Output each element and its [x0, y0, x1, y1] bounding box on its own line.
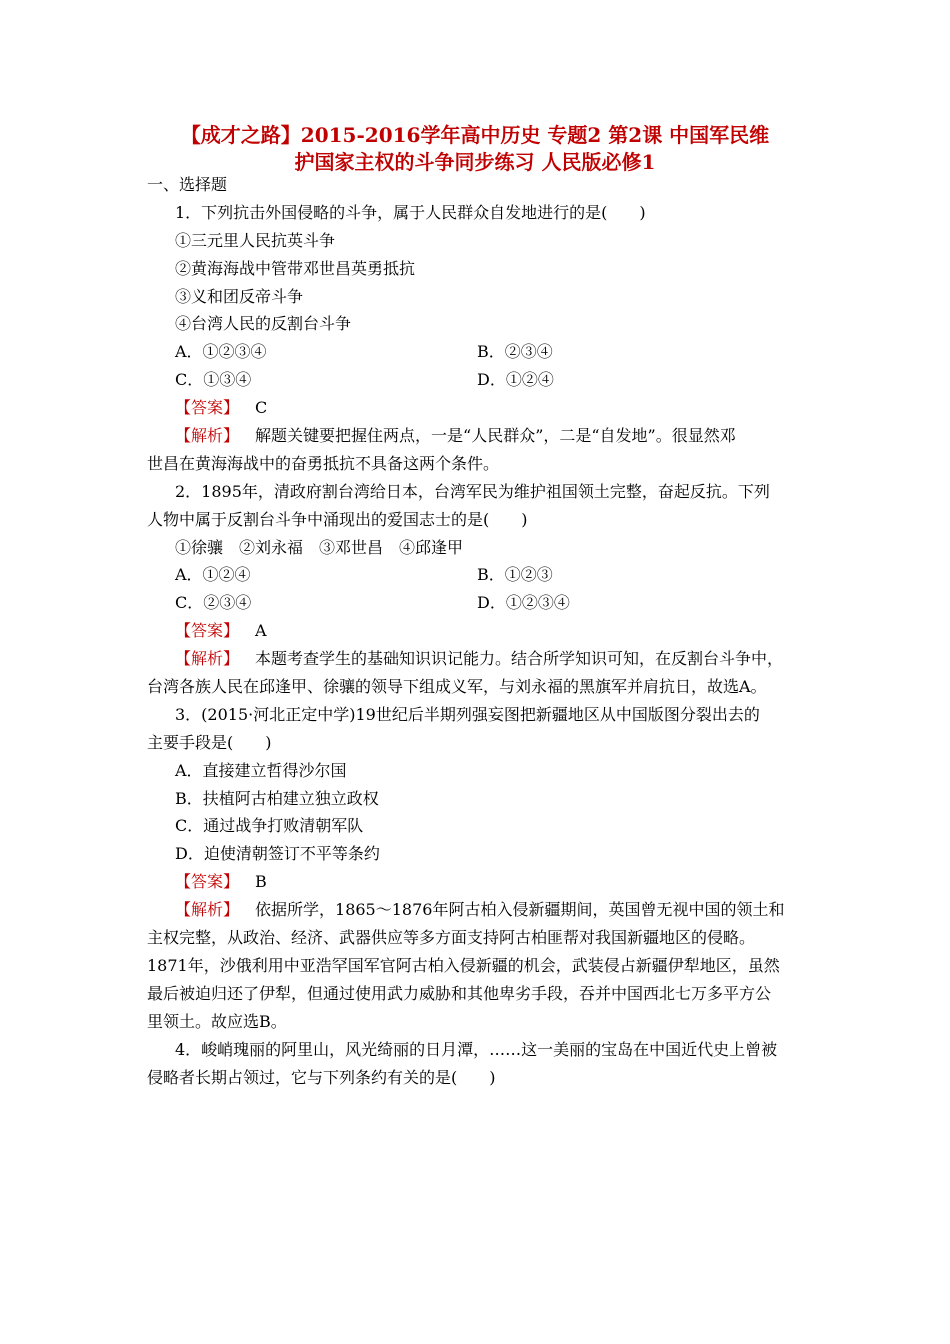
q1-explain-line-2: 世昌在黄海海战中的奋勇抵抗不具备这两个条件。 [147, 453, 500, 473]
q2-options-row-1 [147, 561, 817, 589]
q2-option-b: B．①②③ [477, 565, 553, 585]
q1-item-2: ②黄海海战中管带邓世昌英勇抵抗 [175, 258, 416, 278]
q1-item-3: ③义和团反帝斗争 [175, 286, 304, 306]
q3-explain-line-5: 里领土。故应选B。 [147, 1011, 287, 1031]
q1-stem: 1．下列抗击外国侵略的斗争，属于人民群众自发地进行的是( ) [175, 202, 646, 222]
answer-label: 【答案】 [175, 398, 240, 418]
section-heading: 一、选择题 [147, 175, 228, 194]
q2-answer-value: A [255, 621, 267, 641]
q4-stem-line-2: 侵略者长期占领过，它与下列条约有关的是( ) [147, 1067, 496, 1087]
q1-option-a: A．①②③④ [175, 342, 267, 362]
q2-option-d: D．①②③④ [477, 593, 570, 613]
title-line-2: 护国家主权的斗争同步练习 人民版必修1 [294, 150, 656, 174]
q1-item-4: ④台湾人民的反割台斗争 [175, 314, 352, 334]
explain-label: 【解析】 [175, 426, 240, 446]
q2-answer [147, 617, 817, 645]
q2-options-row-2 [147, 589, 817, 617]
q1-item-1: ①三元里人民抗英斗争 [175, 230, 336, 250]
q3-option-b: B．扶植阿古柏建立独立政权 [175, 788, 379, 808]
q3-explain-line-1 [147, 896, 817, 924]
q3-option-a: A．直接建立哲得沙尔国 [175, 760, 347, 780]
q1-explain-line-1 [147, 422, 817, 450]
q2-stem-line-2: 人物中属于反割台斗争中涌现出的爱国志士的是( ) [147, 509, 528, 529]
document-title [100, 122, 850, 176]
q2-explain-text-1: 本题考查学生的基础知识识记能力。结合所学知识可知，在反割台斗争中， [255, 649, 784, 669]
q2-stem-line-1: 2．1895年，清政府割台湾给日本，台湾军民为维护祖国领土完整，奋起反抗。下列 [175, 481, 770, 501]
q2-explain-line-1 [147, 645, 817, 673]
q1-option-d: D．①②④ [477, 370, 554, 390]
q3-explain-line-2: 主权完整，从政治、经济、武器供应等多方面支持阿古柏匪帮对我国新疆地区的侵略。 [147, 928, 756, 948]
q3-answer-value: B [255, 872, 267, 892]
q1-explain-text-1: 解题关键要把握住两点，一是“人民群众”，二是“自发地”。很显然邓 [255, 426, 736, 446]
q3-answer [147, 868, 817, 896]
q3-stem-line-1: 3．(2015·河北正定中学)19世纪后半期列强妄图把新疆地区从中国版图分裂出去的 [175, 704, 760, 724]
explain-label: 【解析】 [175, 649, 240, 669]
answer-label: 【答案】 [175, 872, 240, 892]
q1-options-row-1 [147, 338, 817, 366]
title-line-1: 【成才之路】2015-2016学年高中历史 专题2 第2课 中国军民维 [180, 123, 770, 147]
q1-options-row-2 [147, 366, 817, 394]
answer-label: 【答案】 [175, 621, 240, 641]
q3-stem-line-2: 主要手段是( ) [147, 732, 272, 752]
q1-option-c: C．①③④ [175, 370, 252, 390]
q3-explain-text-1: 依据所学，1865～1876年阿古柏入侵新疆期间，英国曾无视中国的领土和 [255, 900, 785, 920]
q2-items: ①徐骧 ②刘永福 ③邓世昌 ④邱逢甲 [175, 537, 464, 557]
q3-explain-line-4: 最后被迫归还了伊犁，但通过使用武力威胁和其他卑劣手段，吞并中国西北七万多平方公 [147, 983, 772, 1003]
q1-option-b: B．②③④ [477, 342, 553, 362]
q1-answer [147, 394, 817, 422]
q2-explain-line-2: 台湾各族人民在邱逢甲、徐骧的领导下组成义军，与刘永福的黑旗军并肩抗日，故选A。 [147, 677, 767, 697]
q3-option-d: D．迫使清朝签订不平等条约 [175, 844, 380, 864]
q2-option-a: A．①②④ [175, 565, 251, 585]
q3-explain-line-3: 1871年，沙俄利用中亚浩罕国军官阿古柏入侵新疆的机会，武装侵占新疆伊犁地区，虽然 [147, 955, 780, 975]
q4-stem-line-1: 4．峻峭瑰丽的阿里山，风光绮丽的日月潭，……这一美丽的宝岛在中国近代史上曾被 [175, 1039, 778, 1059]
q1-answer-value: C [255, 398, 268, 418]
document-body [147, 171, 817, 1091]
explain-label: 【解析】 [175, 900, 240, 920]
q2-option-c: C．②③④ [175, 593, 252, 613]
q3-option-c: C．通过战争打败清朝军队 [175, 816, 364, 836]
